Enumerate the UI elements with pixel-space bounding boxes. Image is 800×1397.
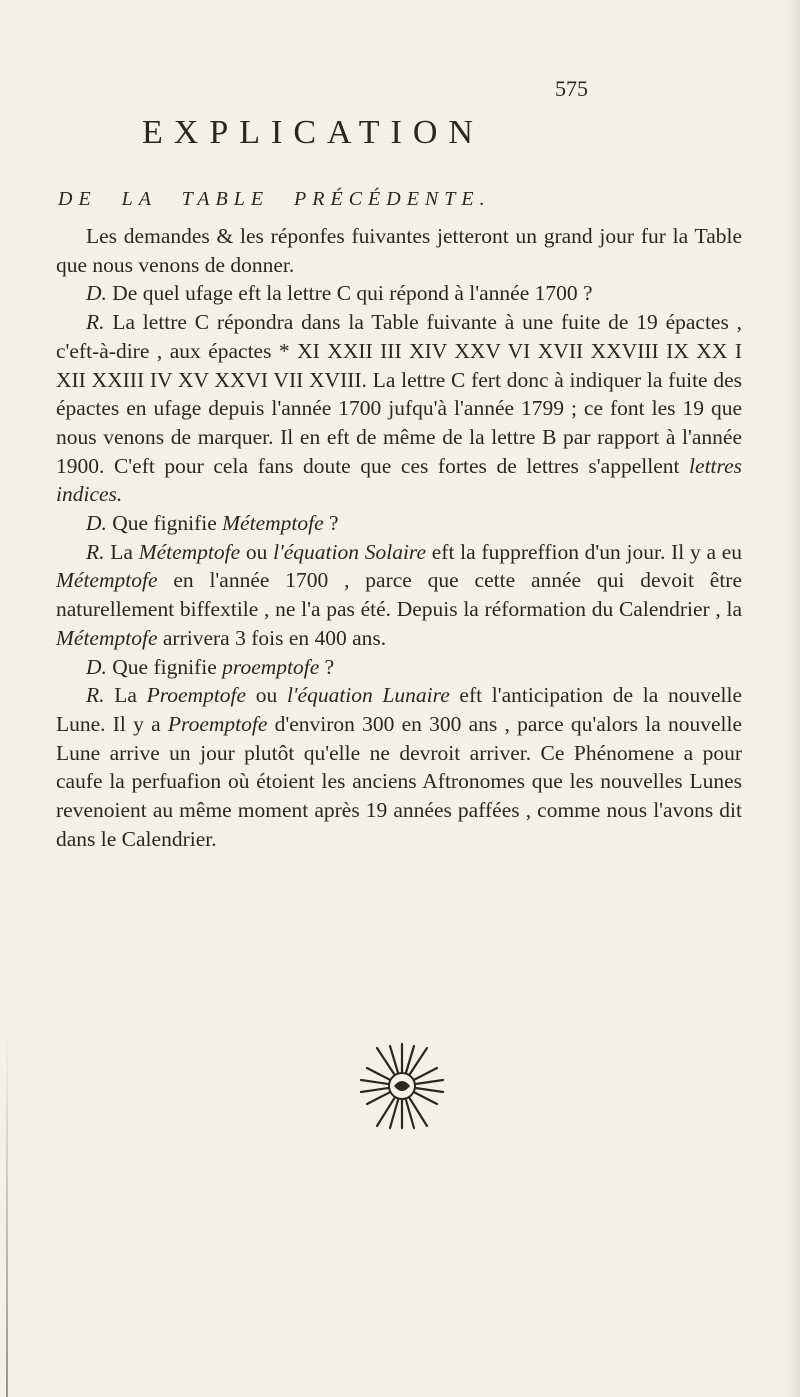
italic-text: lettres indices.: [56, 453, 742, 507]
italic-text: Métemptofe: [138, 539, 241, 564]
page-edge-shadow: [786, 0, 800, 1397]
dialogue-label: D.: [86, 511, 107, 536]
text-run: arrivera 3 fois en 400 ans.: [157, 625, 387, 650]
paragraph: [56, 653, 742, 682]
text-run: Les demandes & les réponfes fuivantes jetteront un grand jour fur la Table que nous venons de donner.: [56, 224, 742, 277]
italic-text: Proemptofe: [167, 711, 268, 736]
floral-tailpiece-icon: [357, 1040, 447, 1132]
text-run: La lettre C répondra dans la Table fuivante à une fuite de 19 épactes , c'eft-à-dire , aux épactes * XI XXII III XIV XXV VI XVII XXVIII IX XX I XII XXIII IV XV XXVI VII XVIII. La lettre C fert donc à indiquer la fuite des épactes en ufage depuis l'année 1700 jufqu'à l'année 1799 ; ce font les 19 que nous venons de marquer. Il en eft de même de la lettre B par rapport à l'année 1900. C'eft pour cela fans doute que ces fortes de lettres s'appellent: [56, 310, 743, 478]
text-run: La: [110, 539, 139, 564]
text-run: eft la fuppreffion d'un jour. Il y a eu: [426, 539, 743, 564]
paragraph: [56, 538, 742, 653]
text-run: Que fignifie: [112, 654, 223, 679]
italic-text: proemptofe: [222, 654, 320, 679]
dialogue-label: D.: [86, 654, 107, 679]
italic-text: Métemptofe: [222, 511, 324, 536]
dialogue-label: R.: [86, 539, 105, 564]
text-run: ou: [246, 683, 287, 708]
page-subtitle: DE LA TABLE PRÉCÉDENTE.: [58, 188, 491, 210]
text-run: ?: [323, 511, 339, 536]
dialogue-label: R.: [86, 683, 105, 708]
italic-text: l'équation Lunaire: [286, 683, 450, 708]
page-title: EXPLICATION: [142, 114, 484, 151]
text-run: De quel ufage eft la lettre C qui répond à l'année 1700 ?: [112, 281, 593, 306]
dialogue-label: R.: [86, 310, 105, 335]
dialogue-label: D.: [86, 281, 107, 306]
binding-edge: [6, 1030, 8, 1397]
text-run: d'environ 300 en 300 ans , parce qu'alors la nouvelle Lune arrive un jour plutôt qu'elle ne devroit arriver. Ce Phénomene a pour caufe la perfuafion où étoient les anciens Aftronomes que les nouvelles Lunes revenoient au même moment après 19 années paffées , comme nous l'avons dit dans le Calendrier.: [56, 711, 742, 851]
italic-text: Proemptofe: [146, 683, 247, 708]
italic-text: Métemptofe: [56, 568, 158, 593]
text-run: La: [114, 683, 147, 708]
paragraph: [56, 509, 742, 538]
paragraph: [56, 222, 742, 279]
body-text: [56, 222, 742, 853]
page-number: 575: [555, 76, 588, 101]
text-run: eft l'anticipation de la nouvelle Lune. Il y a: [56, 683, 743, 736]
text-run: ?: [319, 654, 335, 679]
text-run: ou: [240, 539, 274, 564]
paragraph: [56, 308, 742, 509]
text-run: en l'année 1700 , parce que cette année qui devoit être naturellement biffextile , ne l'a pas été. Depuis la réformation du Calendrier , la: [56, 568, 742, 622]
italic-text: Métemptofe: [56, 625, 158, 650]
italic-text: l'équation Solaire: [273, 539, 427, 564]
paragraph: [56, 681, 742, 853]
text-run: Que fignifie: [112, 511, 223, 536]
paragraph: [56, 279, 742, 308]
